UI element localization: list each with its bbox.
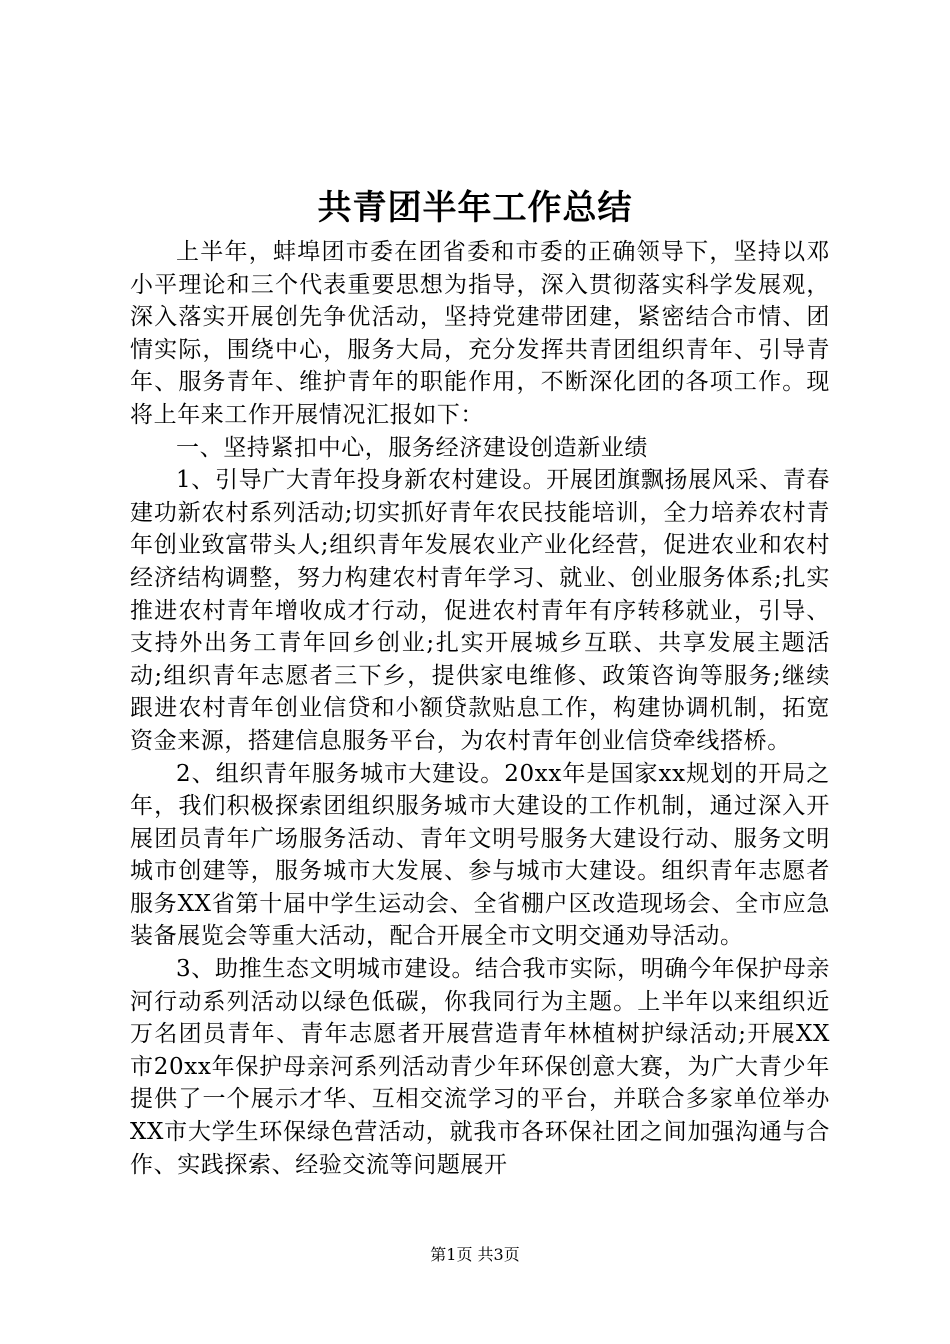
section-heading-1: 一、坚持紧扣中心，服务经济建设创造新业绩 (176, 434, 648, 461)
paragraph-intro: 上半年，蚌埠团市委在团省委和市委的正确领导下，坚持以邓小平理论和三个代表重要思想为指导，深入贯彻落实科学发展观，深入落实开展创先争优活动，坚持党建带团建，紧密结合市情、团情实际，围绕中心，服务大局，充分发挥共青团组织青年、引导青年、服务青年、维护青年的职能作用，不断深化团的各项工作。现将上年来工作开展情况汇报如下： (130, 239, 830, 428)
paragraph-item-3: 3、助推生态文明城市建设。结合我市实际，明确今年保护母亲河行动系列活动以绿色低碳，你我同行为主题。上半年以来组织近万名团员青年、青年志愿者开展营造青年林植树护绿活动;开展XX市20xx年保护母亲河系列活动青少年环保创意大赛，为广大青少年提供了一个展示才华、互相交流学习的平台，并联合多家单位举办XX市大学生环保绿色营活动，就我市各环保社团之间加强沟通与合作、实践探索、经验交流等问题展开 (130, 956, 830, 1178)
paragraph-item-1: 1、引导广大青年投身新农村建设。开展团旗飘扬展风采、青春建功新农村系列活动;切实抓好青年农民技能培训，全力培养农村青年创业致富带头人;组织青年发展农业产业化经营，促进农业和农村经济结构调整，努力构建农村青年学习、就业、创业服务体系;扎实推进农村青年增收成才行动，促进农村青年有序转移就业，引导、支持外出务工青年回乡创业;扎实开展城乡互联、共享发展主题活动;组织青年志愿者三下乡，提供家电维修、政策咨询等服务;继续跟进农村青年创业信贷和小额贷款贴息工作，构建协调机制，拓宽资金来源，搭建信息服务平台，为农村青年创业信贷牵线搭桥。 (130, 467, 830, 754)
page-footer: 第1页 共3页 (430, 1245, 520, 1264)
document-title: 共青团半年工作总结 (317, 188, 633, 228)
document-body (130, 236, 830, 1181)
paragraph-item-2: 2、组织青年服务城市大建设。20xx年是国家xx规划的开局之年，我们积极探索团组织服务城市大建设的工作机制，通过深入开展团员青年广场服务活动、青年文明号服务大建设行动、服务文明城市创建等，服务城市大发展、参与城市大建设。组织青年志愿者服务XX省第十届中学生运动会、全省棚户区改造现场会、全市应急装备展览会等重大活动，配合开展全市文明交通劝导活动。 (130, 760, 830, 950)
